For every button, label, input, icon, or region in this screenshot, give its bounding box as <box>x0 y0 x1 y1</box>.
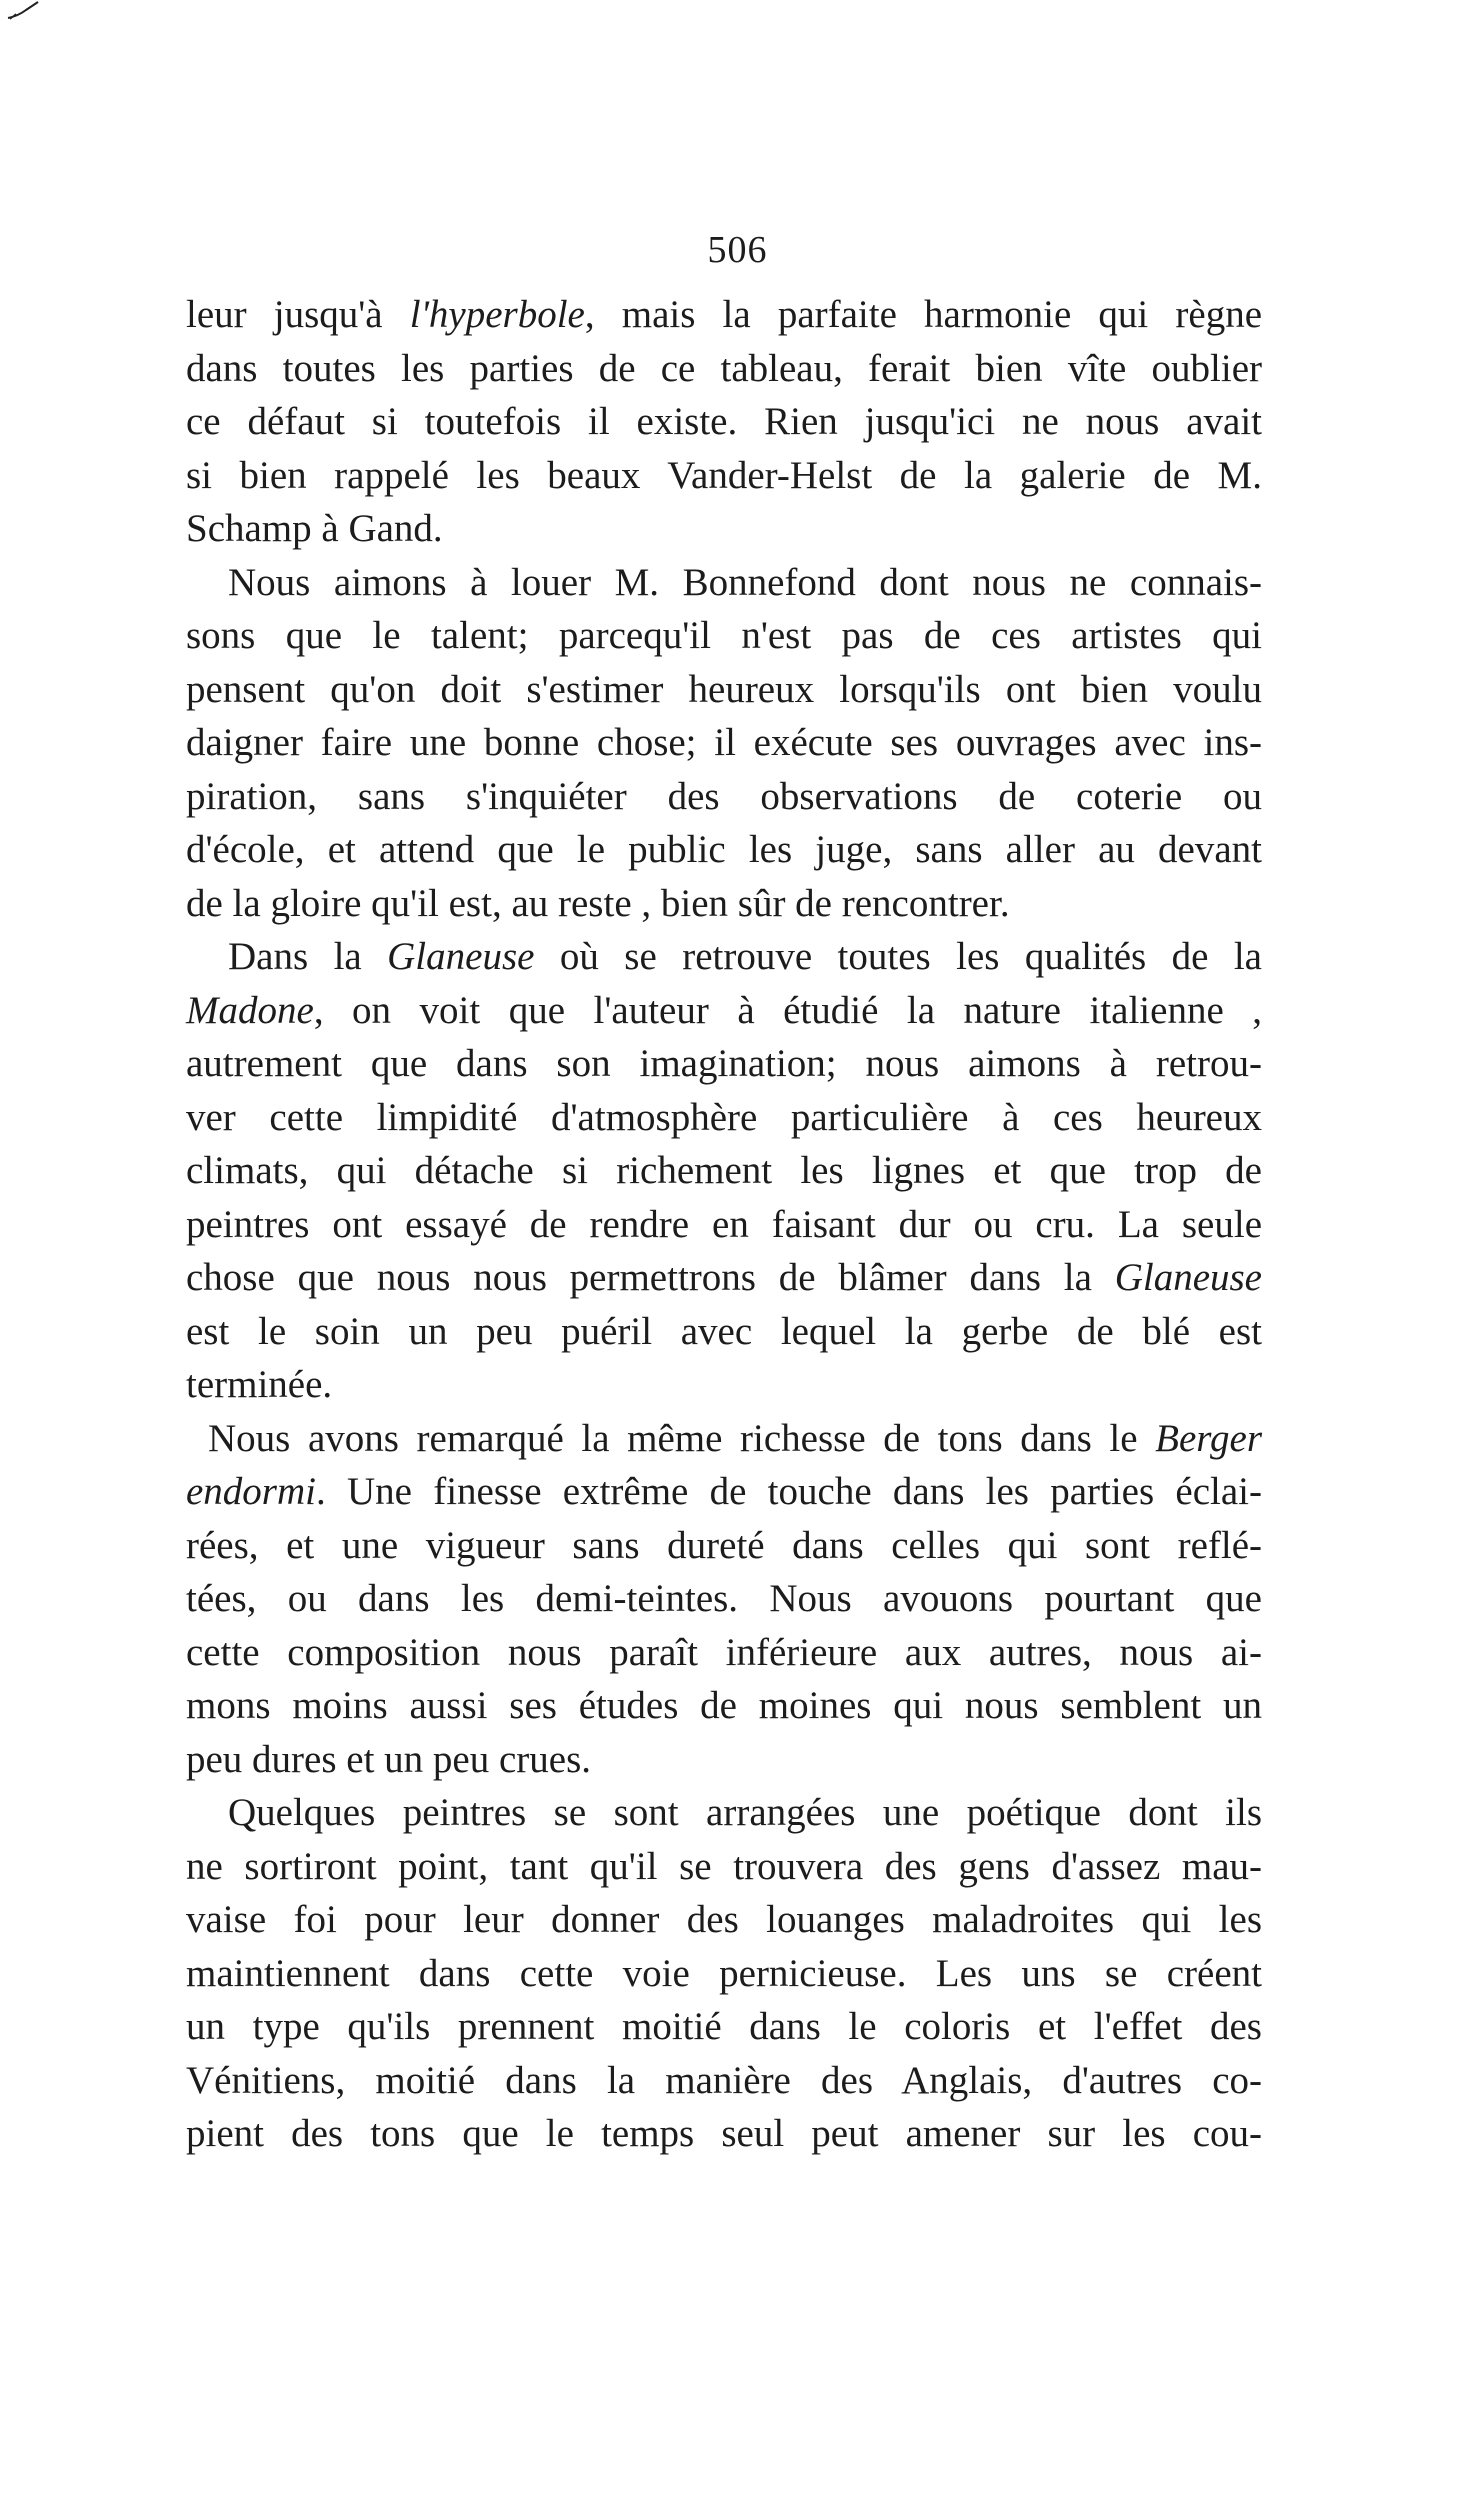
text-line: endormi. Une finesse extrême de touche dans les parties éclai- <box>186 1470 1262 1513</box>
paragraph-2 <box>186 556 1262 931</box>
paragraph-1 <box>186 288 1262 556</box>
text-line: terminée. <box>186 1363 333 1406</box>
text-line: pensent qu'on doit s'estimer heureux lorsqu'ils ont bien voulu <box>186 667 1262 711</box>
body-text <box>186 288 1262 2161</box>
paragraph-4 <box>186 1412 1262 1787</box>
text-line: Schamp à Gand. <box>186 507 443 550</box>
ink-stroke-mark <box>6 0 40 22</box>
text-line: mons moins aussi ses études de moines qui nous semblent un <box>186 1684 1262 1727</box>
text-line: daigner faire une bonne chose; il exécute ses ouvrages avec ins- <box>186 721 1262 764</box>
text-line: vaise foi pour leur donner des louanges maladroites qui les <box>186 1898 1262 1941</box>
text-line: Madone, on voit que l'auteur à étudié la nature italienne , <box>186 988 1262 1032</box>
text-line: pient des tons que le temps seul peut amener sur les cou- <box>186 2112 1262 2155</box>
text-line: Dans la Glaneuse où se retrouve toutes les qualités de la <box>228 935 1262 978</box>
text-line: cette composition nous paraît inférieure aux autres, nous ai- <box>186 1630 1262 1674</box>
text-line: d'école, et attend que le public les juge, sans aller au devant <box>186 828 1262 871</box>
text-line: dans toutes les parties de ce tableau, ferait bien vîte oublier <box>186 346 1262 390</box>
paragraph-3 <box>186 930 1262 1412</box>
text-line: un type qu'ils prennent moitié dans le coloris et l'effet des <box>186 2005 1262 2048</box>
text-line: Vénitiens, moitié dans la manière des Anglais, d'autres co- <box>186 2058 1262 2102</box>
text-line: de la gloire qu'il est, au reste , bien sûr de rencontrer. <box>186 881 1010 925</box>
text-line: Nous aimons à louer M. Bonnefond dont nous ne connais- <box>228 560 1262 604</box>
text-line: maintiennent dans cette voie pernicieuse. Les uns se créent <box>186 1951 1262 1995</box>
text-line: ver cette limpidité d'atmosphère particulière à ces heureux <box>186 1095 1262 1139</box>
text-line: climats, qui détache si richement les lignes et que trop de <box>186 1149 1262 1192</box>
text-line: ne sortiront point, tant qu'il se trouvera des gens d'assez mau- <box>186 1844 1262 1888</box>
text-line: Nous avons remarqué la même richesse de tons dans le Berger <box>208 1416 1262 1460</box>
text-line: rées, et une vigueur sans dureté dans celles qui sont reflé- <box>186 1523 1262 1567</box>
paragraph-5 <box>186 1786 1262 2161</box>
page-number: 506 <box>707 229 768 271</box>
text-line: chose que nous nous permettrons de blâmer dans la Glaneuse <box>186 1256 1262 1299</box>
text-line: piration, sans s'inquiéter des observations de coterie ou <box>186 774 1262 818</box>
text-line: est le soin un peu puéril avec lequel la gerbe de blé est <box>186 1309 1262 1353</box>
text-line: peintres ont essayé de rendre en faisant dur ou cru. La seule <box>186 1202 1262 1246</box>
text-line: leur jusqu'à l'hyperbole, mais la parfaite harmonie qui règne <box>186 293 1262 336</box>
text-line: tées, ou dans les demi-teintes. Nous avouons pourtant que <box>186 1577 1262 1620</box>
text-line: Quelques peintres se sont arrangées une poétique dont ils <box>228 1791 1262 1834</box>
text-line: si bien rappelé les beaux Vander-Helst de la galerie de M. <box>186 453 1262 497</box>
text-line: ce défaut si toutefois il existe. Rien jusqu'ici ne nous avait <box>186 400 1262 443</box>
text-line: peu dures et un peu crues. <box>186 1737 592 1781</box>
text-line: autrement que dans son imagination; nous aimons à retrou- <box>186 1042 1262 1085</box>
text-line: sons que le talent; parcequ'il n'est pas de ces artistes qui <box>186 614 1262 657</box>
